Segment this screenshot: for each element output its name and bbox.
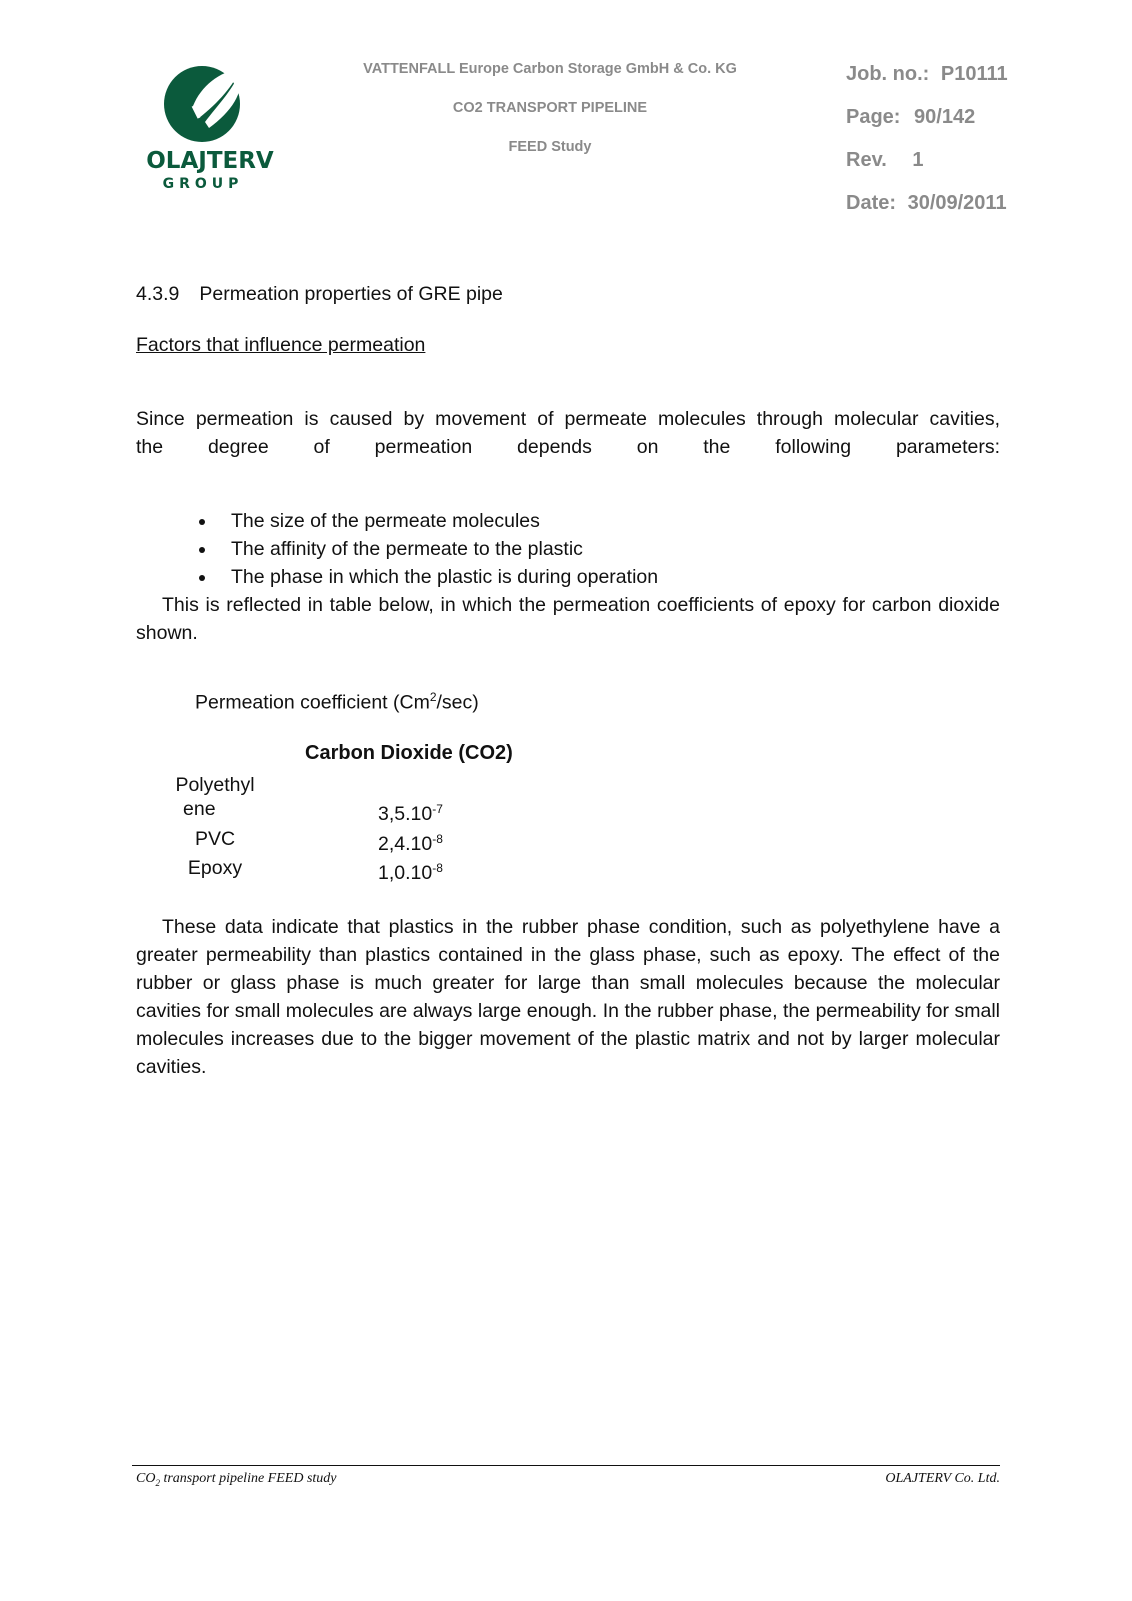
value-mantissa: 1,0.10 — [378, 862, 433, 884]
row-value — [378, 827, 443, 856]
project-name: CO2 TRANSPORT PIPELINE — [452, 100, 648, 116]
footer-left-suffix: transport pipeline FEED study — [159, 1471, 337, 1486]
value-exponent: -8 — [432, 861, 443, 875]
value-mantissa: 3,5.10 — [378, 803, 433, 825]
table-column-header: Carbon Dioxide (CO2) — [305, 742, 513, 764]
date-row — [846, 189, 1008, 232]
row-label-line-1: Polyethyl — [175, 774, 255, 796]
revision-value: 1 — [912, 149, 924, 171]
intro-line-1: Since permeation is caused by movement of permeate molecules through molecular cavities, — [136, 408, 1000, 430]
company-name: VATTENFALL Europe Carbon Storage GmbH & Co. KG — [363, 61, 737, 77]
table-intro-paragraph: This is reflected in table below, in which the permeation coefficients of epoxy for carbon dioxide shown. — [136, 594, 1000, 644]
value-exponent: -7 — [432, 802, 443, 816]
bullet-icon — [199, 519, 205, 525]
footer-right: OLAJTERV Co. Ltd. — [885, 1471, 1000, 1486]
value-exponent: -8 — [432, 832, 443, 846]
job-number-label: Job. no.: — [846, 63, 930, 85]
revision-row — [846, 146, 1008, 189]
row-label — [160, 773, 270, 821]
revision-label: Rev. — [846, 149, 887, 171]
table-caption — [195, 683, 479, 717]
list-item — [196, 507, 658, 535]
date-label: Date: — [846, 192, 897, 214]
header-center — [340, 58, 760, 175]
footer-left-subscript: 2 — [155, 1477, 160, 1488]
list-item-text: The size of the permeate molecules — [231, 510, 540, 532]
intro-paragraph — [136, 405, 1000, 461]
list-item-text: The phase in which the plastic is during operation — [231, 566, 659, 588]
logo-subtitle: GROUP — [162, 176, 244, 192]
page-number-label: Page: — [846, 106, 901, 128]
footer-divider — [132, 1465, 1000, 1466]
intro-line-2: the degree of permeation depends on the following parameters: — [136, 436, 1000, 458]
conclusion-paragraph: These data indicate that plastics in the rubber phase condition, such as polyethylene have a greater permeability than plastics contained in the glass phase, such as epoxy. The effect of the rubber or glass phase is much greater for large than small molecules because the molecular cavities for small molecules are always large enough. In the rubber phase, the permeability for small molecules increases due to the bigger movement of the plastic matrix and not by larger molecular cavities. — [136, 916, 1000, 1078]
footer-left — [136, 1471, 337, 1488]
page-number-value: 90/142 — [914, 106, 976, 128]
subheading: Factors that influence permeation — [136, 334, 426, 356]
section-title-text: Permeation properties of GRE pipe — [199, 283, 503, 305]
row-label-line-2: ene — [183, 798, 216, 820]
olajterv-logo-icon — [135, 62, 285, 197]
job-number-value: P10111 — [940, 63, 1008, 85]
row-label: Epoxy — [187, 857, 243, 879]
row-value — [378, 797, 443, 826]
bullet-icon — [199, 575, 205, 581]
logo-name: OLAJTERV — [146, 148, 274, 174]
caption-suffix: /sec) — [436, 691, 479, 714]
list-item — [196, 563, 658, 591]
date-value: 30/09/2011 — [907, 192, 1007, 214]
caption-superscript: 2 — [429, 690, 437, 704]
page-number-row — [846, 103, 1008, 146]
value-mantissa: 2,4.10 — [378, 833, 433, 855]
bullet-icon — [199, 547, 205, 553]
list-item-text: The affinity of the permeate to the plastic — [231, 538, 583, 560]
section-title — [136, 280, 503, 308]
company-logo — [135, 62, 285, 197]
row-value — [378, 856, 443, 885]
footer-left-prefix: CO — [136, 1471, 156, 1486]
header-meta — [846, 60, 1008, 232]
section-number: 4.3.9 — [136, 283, 180, 305]
list-item — [196, 535, 658, 563]
row-label: PVC — [194, 828, 236, 850]
parameter-list — [196, 507, 658, 591]
job-number-row — [846, 60, 1008, 103]
study-name: FEED Study — [508, 139, 592, 155]
caption-prefix: Permeation coefficient (Cm — [195, 691, 430, 714]
